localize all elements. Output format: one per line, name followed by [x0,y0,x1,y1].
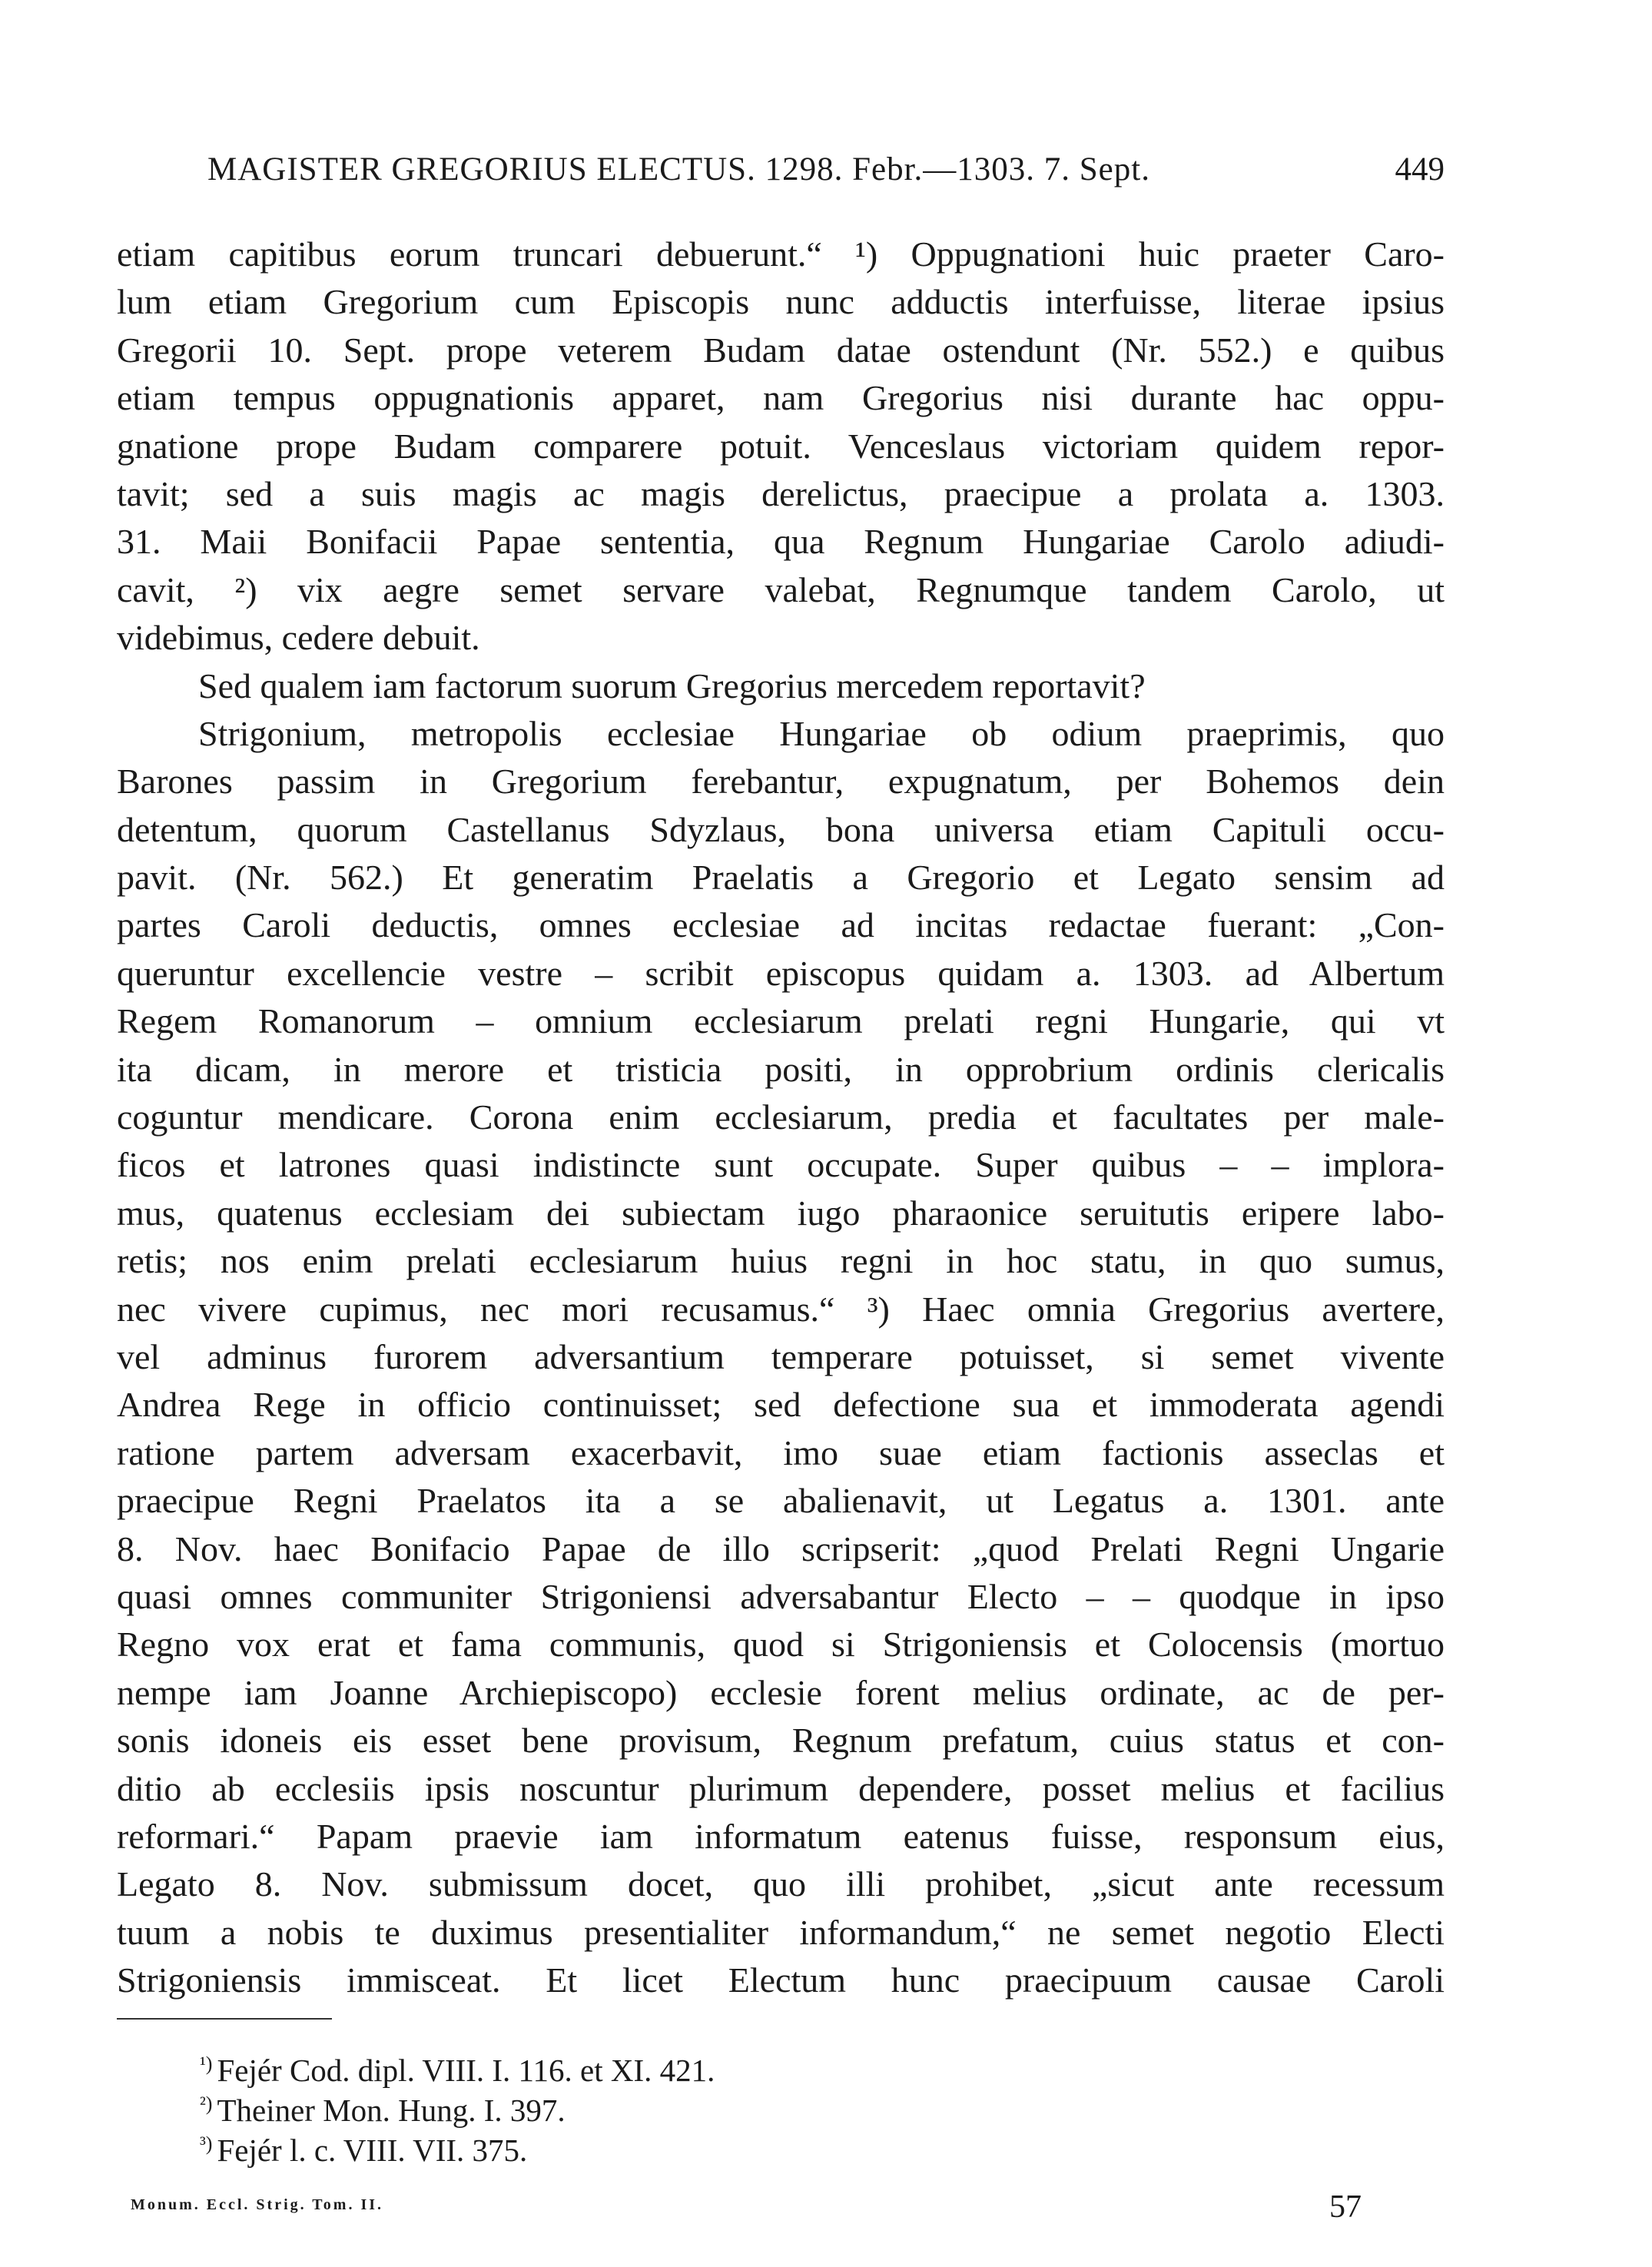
text-line: nec vivere cupimus, nec mori recusamus.“ ³) Haec omnia Gregorius avertere, [117,1289,1445,1329]
text-line: vel adminus furorem adversantium temperare potuisset, si semet vivente [117,1336,1445,1376]
footnote-text: Theiner Mon. Hung. I. 397. [217,2093,566,2128]
text-line: ditio ab ecclesiis ipsis noscuntur plurimum dependere, posset melius et facilius [117,1768,1445,1808]
footnote-1 [200,2044,715,2088]
text-line: ratione partem adversam exacerbavit, imo suae etiam factionis asseclas et [117,1432,1445,1472]
text-line: tavit; sed a suis magis ac magis derelictus, praecipue a prolata a. 1303. [117,473,1445,513]
text-line: tuum a nobis te duximus presentialiter informandum,“ ne semet negotio Electi [117,1912,1445,1952]
text-line: Strigonium, metropolis ecclesiae Hungariae ob odium praeprimis, quo [198,713,1445,753]
sheet-number: 57 [1329,2189,1362,2225]
text-line: coguntur mendicare. Corona enim ecclesiarum, predia et facultates per male- [117,1097,1445,1137]
text-line: Sed qualem iam factorum suorum Gregorius mercedem reportavit? [198,665,1146,705]
text-line: pavit. (Nr. 562.) Et generatim Praelatis a Gregorio et Legato sensim ad [117,858,1445,898]
text-line: ita dicam, in merore et tristicia positi, in opprobrium ordinis clericalis [117,1049,1445,1089]
text-line: Strigoniensis immisceat. Et licet Electum hunc praecipuum causae Caroli [117,1960,1445,2000]
footnote-divider [117,2018,332,2020]
text-line: etiam tempus oppugnationis apparet, nam Gregorius nisi durante hac oppu- [117,378,1445,418]
footnote-text: Fejér l. c. VIII. VII. 375. [217,2133,528,2168]
text-line: detentum, quorum Castellanus Sdyzlaus, bona universa etiam Capituli occu- [117,809,1445,849]
text-line: videbimus, cedere debuit. [117,618,480,658]
footnote-mark: ¹) [200,2053,213,2075]
footnote-text: Fejér Cod. dipl. VIII. I. 116. et XI. 421. [217,2053,715,2088]
text-line: Barones passim in Gregorium ferebantur, expugnatum, per Bohemos dein [117,762,1445,802]
footnote-2 [200,2084,715,2128]
footnote-3 [200,2124,715,2168]
page-number: 449 [1395,151,1445,188]
text-line: partes Caroli deductis, omnes ecclesiae ad incitas redactae fuerant: „Con- [117,905,1445,945]
text-line: retis; nos enim prelati ecclesiarum huius regni in hoc statu, in quo sumus, [117,1241,1445,1281]
running-title: MAGISTER GREGORIUS ELECTUS. 1298. Febr.—1303. 7. Sept. [207,151,1150,188]
text-line: Gregorii 10. Sept. prope veterem Budam datae ostendunt (Nr. 552.) e quibus [117,330,1445,370]
text-line: mus, quatenus ecclesiam dei subiectam iugo pharaonice seruitutis eripere labo- [117,1193,1445,1233]
text-line: praecipue Regni Praelatos ita a se abalienavit, ut Legatus a. 1301. ante [117,1481,1445,1521]
text-line: 31. Maii Bonifacii Papae sententia, qua Regnum Hungariae Carolo adiudi- [117,522,1445,562]
text-line: quasi omnes communiter Strigoniensi adversabantur Electo – – quodque in ipso [117,1576,1445,1616]
text-line: reformari.“ Papam praevie iam informatum eatenus fuisse, responsum eius, [117,1816,1445,1856]
running-head [207,151,1445,197]
text-line: Legato 8. Nov. submissum docet, quo illi prohibet, „sicut ante recessum [117,1864,1445,1904]
text-line: nempe iam Joanne Archiepiscopo) ecclesie forent melius ordinate, ac de per- [117,1672,1445,1712]
footnote-mark: ²) [200,2093,213,2115]
text-line: etiam capitibus eorum truncari debuerunt.“ ¹) Oppugnationi huic praeter Caro- [117,234,1445,274]
text-line: queruntur excellencie vestre – scribit episcopus quidam a. 1303. ad Albertum [117,953,1445,993]
text-line: gnatione prope Budam comparere potuit. Venceslaus victoriam quidem repor- [117,426,1445,466]
footnote-mark: ³) [200,2133,213,2155]
text-line: Andrea Rege in officio continuisset; sed defectione sua et immoderata agendi [117,1385,1445,1425]
footnotes [200,2044,715,2168]
text-line: lum etiam Gregorium cum Episcopis nunc adductis interfuisse, literae ipsius [117,282,1445,322]
text-line: Regem Romanorum – omnium ecclesiarum prelati regni Hungarie, qui vt [117,1001,1445,1041]
text-line: ficos et latrones quasi indistincte sunt occupate. Super quibus – – implora- [117,1145,1445,1185]
text-line: 8. Nov. haec Bonifacio Papae de illo scripserit: „quod Prelati Regni Ungarie [117,1528,1445,1568]
text-line: cavit, ²) vix aegre semet servare valebat, Regnumque tandem Carolo, ut [117,569,1445,609]
sheet-signature: Monum. Eccl. Strig. Tom. II. [131,2196,384,2213]
text-line: sonis idoneis eis esset bene provisum, Regnum prefatum, cuius status et con- [117,1721,1445,1761]
body-text [117,231,1445,2004]
text-line: Regno vox erat et fama communis, quod si Strigoniensis et Colocensis (mortuo [117,1625,1445,1665]
